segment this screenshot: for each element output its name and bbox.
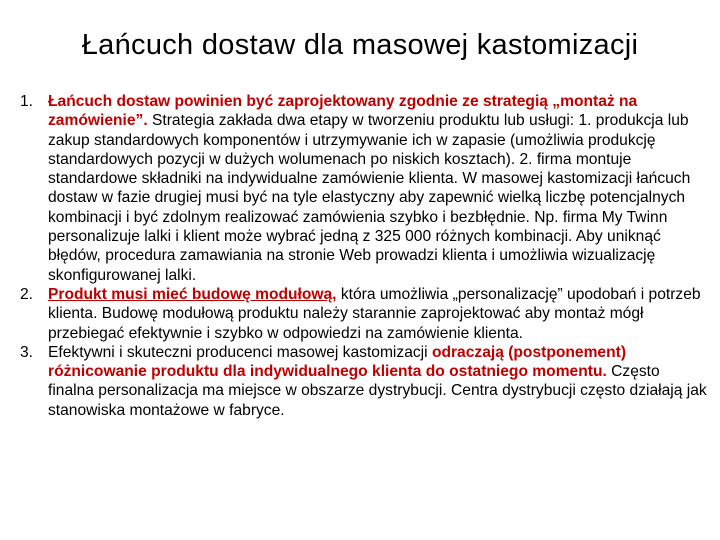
- item-text: Często finalna personalizacja ma miejsce w obszarze dystrybucji. Centra dystrybucji często działają jak stanowiska montażowe w fabryce.: [48, 363, 707, 419]
- list-item: [20, 285, 708, 343]
- list-item: [20, 92, 708, 285]
- item-text: Efektywni i skuteczni producenci masowej kastomizacji: [48, 343, 432, 361]
- item-text: która umożliwia „personalizację” upodobań i potrzeb klienta. Budowę modułową produktu należy starannie zaprojektować aby montaż mógł przebiegać efektywnie i szybko w odpowiedzi na zamówienie klienta.: [48, 285, 701, 342]
- item-highlight: Łańcuch dostaw powinien być zaprojektowany zgodnie ze strategią „montaż na zamówienie”.: [48, 93, 638, 130]
- slide-title: Łańcuch dostaw dla masowej kastomizacji: [81, 29, 639, 61]
- item-text: Strategia zakłada dwa etapy w tworzeniu produktu lub usługi: 1. produkcja lub zakup standardowych komponentów i utrzymywanie ich w zapasie (umożliwia produkcję standardowych pozycji w dużych wolumenach po niskich kosztach). 2. firma montuje standardowe składniki na indywidualne zamówienie klienta. W masowej kastomizacji łańcuch dostaw w fazie drugiej musi być na tyle elastyczny aby zapewnić wielką liczbę potencjalnych kombinacji i być zdolnym realizować zamówienia szybko i bezbłędnie. Np. firma My Twinn personalizuje lalki i klient może wybrać jedną z 325 000 różnych kombinacji. Aby uniknąć błędów, procedura zamawiania na stronie Web prowadzi klienta i umożliwia wizualizację skonfigurowanej lalki.: [48, 112, 691, 284]
- item-number: 3.: [20, 343, 34, 361]
- list-item: [20, 343, 708, 420]
- numbered-list: [20, 92, 708, 420]
- item-highlight: odraczają (postponement) różnicowanie produktu dla indywidualnego klienta do ostatniego momentu.: [48, 343, 627, 381]
- item-highlight: Produkt musi mieć budowę modułową,: [48, 285, 337, 303]
- item-number: 2.: [20, 285, 34, 303]
- item-number: 1.: [20, 93, 34, 110]
